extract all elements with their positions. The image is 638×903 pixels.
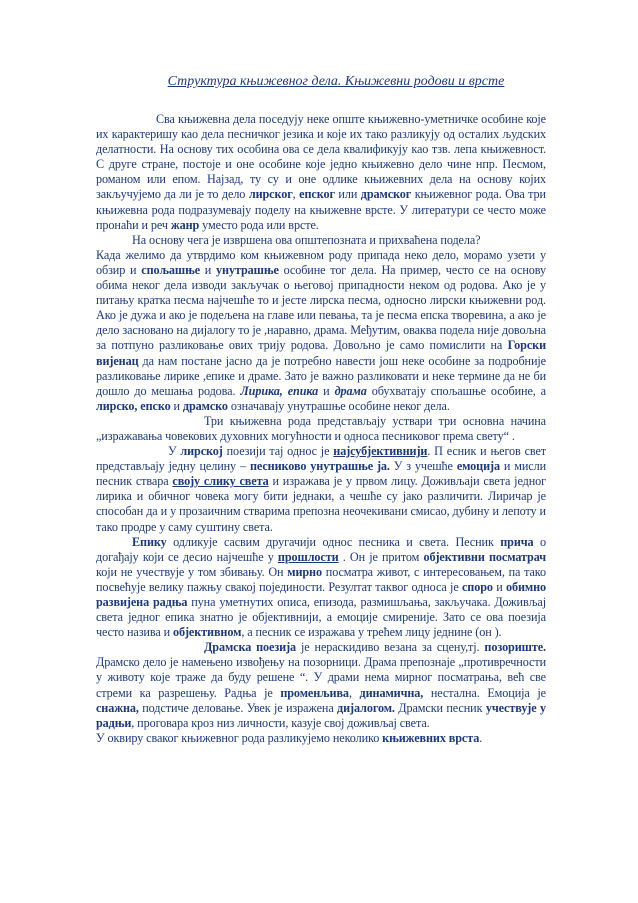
bold-term: Драмска поезија [204,640,297,655]
document-title: Структура књижевног дела. Књижевни родови и врсте [167,74,505,89]
text-run: посматра живот, с интересовањем, па тако посвећује велику пажњу свакој појединости. Резултат таквог односа је [96,564,546,594]
bold-term: жанр [170,217,200,232]
bold-term: променљива [280,685,349,700]
text-run: , [348,685,360,700]
bold-term: емоција [456,459,500,474]
text-run: Три књижевна рода представљају уствари три основна начина „изражавања човекових духовних могућности и односа песниковог према свету“ . [96,413,546,443]
text-run: , [292,187,300,202]
bold-term: позориште. [484,640,546,655]
paragraph-epic [96,535,546,641]
bold-term: мирно [287,564,322,579]
text-run: и [492,579,506,594]
paragraph-drama [96,640,546,731]
text-run: поезији тај однос је [222,444,334,459]
bold-term: учествује у радњи [96,700,546,730]
text-run: и [200,262,217,277]
text-run: и изражава је у првом лицу. Доживљаји света једног лирика и обичног човека могу бити једнаки, а чешће су јако различити. Лиричар је способан да и у прозаичним стварима препозна неочекивани смисао, дубину и лепоту и тако продре у саму суштину света. [96,474,547,534]
bold-term: објективни посматрач [423,549,546,564]
text-run: који не учествује у том збивању. Он [96,564,288,579]
text-run: Сва књижевна дела поседују неке опште књижевно-уметничке особине које их карактеришу као дела песничког језика и које их тако разликују од осталих људских делатности. На основу тих особина ова се дела квалификују као тзв. лепа књижевност. С друге стране, постоје и оне особине које једно књижевно дело чине нпр. Песмом, романом или епом. Најзад, ту су и оне одлике књижевних дела на основу којих закључујемо да ли је то дело [96,112,546,202]
text-run: У з учешће [389,459,457,474]
text-run: пуна уметнутих описа, епизода, размишљања, закључака. Доживљај света једног епика знатно је објективнији, а емоције смиреније. Зато се ова поезија често назива и [96,595,546,640]
text-run: . П есник и његов свет представљају једну целину – [96,444,546,474]
paragraph-lyric [96,444,546,535]
text-run: и мисли песник ствара [96,459,547,489]
text-run: означавају унутрашње особине неког дела. [227,398,450,413]
bold-term: епског [299,187,335,202]
bold-italic-term: драма [334,383,367,398]
text-run: обухватају спољашње особине, а [366,383,546,398]
text-run: књижевног рода. Ова три књижевна рода подразумевају поделу на књижевне врсте. У литератури се често може пронаћи и реч [96,187,546,232]
text-run: , а песник се изражава у трећем лицу једнине (он ). [241,625,502,640]
text-run: нестална. Емоција је [423,685,546,700]
text-run: и [170,398,183,413]
text-run: одликује сасвим другачији однос песника и света. Песник [166,534,501,549]
bold-term: обимно развијена радња [96,579,546,609]
paragraph-division [96,248,546,414]
text-run: У оквиру сваког књижевног рода разликујемо неколико [96,730,383,745]
text-run: Када желимо да утврдимо ком књижевном роду припада неко дело, морамо узети у обзир и [96,247,546,277]
text-run: да нам постане јасно да је потребно навести још неке особине за подробније разликовање лирике ,епике и драме. Зато је важно разликовати и неке термине да не би дошло до мешања родова. [96,353,546,398]
bold-term: Горски вијенац [96,338,546,368]
bold-term: лирској [180,444,223,459]
text-run: . [479,730,483,745]
text-run: је нераскидиво везана за сцену,тј. [296,640,485,655]
text-run: о догађају који се десио најчешће у [96,534,546,564]
text-run: уместо рода или врсте. [199,217,319,232]
bold-term: објективном [172,625,242,640]
text-run: На основу чега је извршена ова општепозната и прихваћена подела? [132,232,481,247]
bold-term: књижевних врста [382,730,480,745]
text-run: или [334,187,361,202]
bold-underlined-term: најсубјективнији [333,444,428,459]
bold-term: снажна, [96,700,139,715]
bold-term: драмског [360,187,412,202]
bold-term: споро [461,579,493,594]
paragraph-question [96,233,546,248]
bold-term: лирског [248,187,293,202]
text-run: , проговара кроз низ личности, казује свој доживљај света. [131,715,430,730]
bold-term: Епику [132,534,167,549]
bold-underlined-term: своју слику света [172,474,269,489]
bold-term: драмско [182,398,228,413]
text-run: У [168,444,181,459]
text-run: Драмско дело је намењено извођењу на позорници. Драма препознаје „противречности у животу које траже да буду решене “. У драми нема мирног посматрања, већ све стреми ка разрешењу. Радња је [96,655,546,700]
bold-italic-term: Лирика, епика [240,383,319,398]
text-run: подстиче деловање. Увек је изражена [138,700,338,715]
paragraph-intro [96,112,546,233]
bold-term: спољашње [141,262,200,277]
text-run: и [318,383,335,398]
bold-underlined-term: прошлости [277,549,339,564]
paragraph-genres [96,731,546,746]
text-run: . Он је притом [338,549,424,564]
bold-term: унутрашње [216,262,279,277]
bold-term: дијалогом. [337,700,395,715]
bold-term: песниково унутрашње ја. [249,459,390,474]
bold-term: лирско, епско [96,398,171,413]
paragraph-three-genres [96,414,546,444]
text-run: особине тог дела. На пример, често се на основу обима неког дела изводи закључак о његовој припадности неком од родова. Ако је у питању кратка песма најчешће то и јесте лирска песма, односно лирски књижевни род. Ако је дужа и ако је подељена на главе или певања, та је песма епска творевина, а ако је дело засновано на дијалогу то је ,наравно, драма. Међутим, оваква подела није довољна за потпуно разликовање ових трију родова. Довољно је само помислити на [96,262,546,353]
text-run: Драмски песник [394,700,486,715]
bold-term: динамична, [359,685,424,700]
bold-term: прича [500,534,534,549]
